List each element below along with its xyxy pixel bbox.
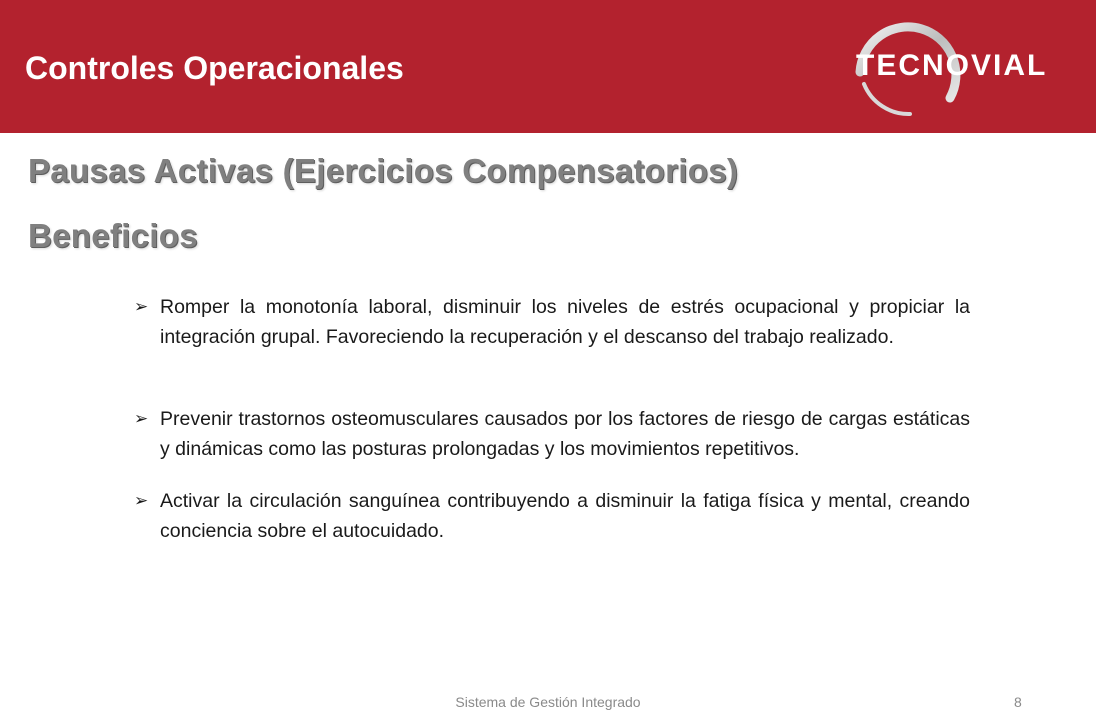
list-item-text: Activar la circulación sanguínea contribuyendo a disminuir la fatiga física y mental, creando conciencia sobre el autocuidado. bbox=[160, 490, 970, 542]
list-item bbox=[130, 292, 970, 352]
slide-header bbox=[0, 0, 1096, 133]
arrow-bullet-icon: ➢ bbox=[134, 491, 149, 510]
page-number: 8 bbox=[1014, 694, 1022, 710]
list-item bbox=[130, 404, 970, 464]
footer-text: Sistema de Gestión Integrado bbox=[455, 694, 641, 710]
slide-title: Controles Operacionales bbox=[25, 50, 404, 86]
benefits-list bbox=[130, 292, 970, 546]
arrow-bullet-icon: ➢ bbox=[134, 297, 149, 316]
section-heading: Pausas Activas (Ejercicios Compensatorios) bbox=[28, 152, 739, 189]
tecnovial-logo-icon bbox=[850, 14, 1080, 124]
svg-text:TECNOVIAL: TECNOVIAL bbox=[856, 49, 1048, 82]
list-item-text: Prevenir trastornos osteomusculares causados por los factores de riesgo de cargas estáticas y dinámicas como las posturas prolongadas y los movimientos repetitivos. bbox=[160, 408, 970, 460]
list-item-text: Romper la monotonía laboral, disminuir los niveles de estrés ocupacional y propiciar la integración grupal. Favoreciendo la recuperación y el descanso del trabajo realizado. bbox=[160, 296, 970, 348]
section-subheading: Beneficios bbox=[28, 217, 198, 254]
arrow-bullet-icon: ➢ bbox=[134, 409, 149, 428]
list-item bbox=[130, 486, 970, 546]
